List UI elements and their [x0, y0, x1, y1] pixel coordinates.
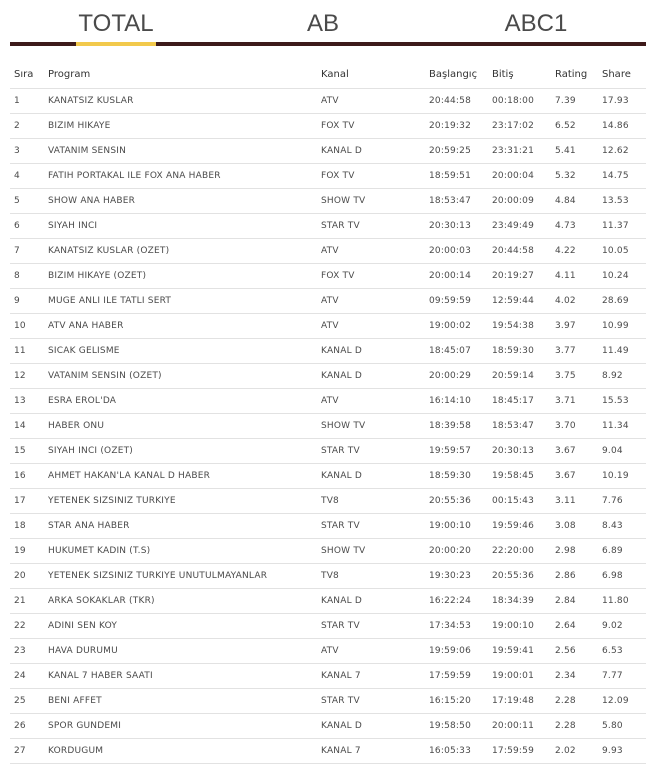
row-end-time: 23:49:49: [488, 213, 551, 238]
table-row: [10, 88, 646, 113]
row-start-time: 09:59:59: [425, 288, 488, 313]
row-rating: 2.56: [551, 638, 598, 663]
row-program: YETENEK SIZSINIZ TURKIYE UNUTULMAYANLAR: [44, 563, 317, 588]
table-row: [10, 113, 646, 138]
tab-total[interactable]: TOTAL: [78, 10, 154, 37]
row-rank: 21: [10, 588, 44, 613]
row-program: KORDUGUM: [44, 738, 317, 763]
table-row: [10, 463, 646, 488]
row-channel: ATV: [317, 388, 425, 413]
row-start-time: 16:05:33: [425, 738, 488, 763]
table-row: [10, 388, 646, 413]
row-end-time: 18:59:30: [488, 338, 551, 363]
row-channel: STAR TV: [317, 688, 425, 713]
row-rating: 5.32: [551, 163, 598, 188]
row-share: 6.98: [598, 563, 646, 588]
row-rating: 7.39: [551, 88, 598, 113]
row-rating: 2.86: [551, 563, 598, 588]
row-end-time: 23:31:21: [488, 138, 551, 163]
table-row: [10, 238, 646, 263]
row-rating: 4.22: [551, 238, 598, 263]
row-end-time: 18:45:17: [488, 388, 551, 413]
row-channel: STAR TV: [317, 213, 425, 238]
row-channel: ATV: [317, 288, 425, 313]
table-row: [10, 338, 646, 363]
row-end-time: 20:55:36: [488, 563, 551, 588]
row-share: 28.69: [598, 288, 646, 313]
row-share: 12.09: [598, 688, 646, 713]
row-program: STAR ANA HABER: [44, 513, 317, 538]
row-rank: 18: [10, 513, 44, 538]
row-rating: 5.41: [551, 138, 598, 163]
row-rating: 2.64: [551, 613, 598, 638]
row-program: YETENEK SIZSINIZ TURKIYE: [44, 488, 317, 513]
row-end-time: 19:54:38: [488, 313, 551, 338]
table-row: [10, 563, 646, 588]
column-header-baslangic: Başlangıç: [425, 62, 488, 88]
row-share: 11.80: [598, 588, 646, 613]
table-row: [10, 538, 646, 563]
table-row: [10, 738, 646, 763]
row-rank: 11: [10, 338, 44, 363]
row-program: BIZIM HIKAYE (OZET): [44, 263, 317, 288]
table-row: [10, 713, 646, 738]
row-rank: 4: [10, 163, 44, 188]
row-rating: 3.97: [551, 313, 598, 338]
row-share: 11.34: [598, 413, 646, 438]
row-channel: ATV: [317, 238, 425, 263]
row-program: SPOR GUNDEMI: [44, 713, 317, 738]
row-channel: KANAL D: [317, 713, 425, 738]
row-rating: 2.34: [551, 663, 598, 688]
row-program: KANATSIZ KUSLAR: [44, 88, 317, 113]
row-program: VATANIM SENSIN: [44, 138, 317, 163]
row-rating: 4.84: [551, 188, 598, 213]
table-row: [10, 438, 646, 463]
row-rank: 8: [10, 263, 44, 288]
row-share: 14.86: [598, 113, 646, 138]
row-rank: 25: [10, 688, 44, 713]
row-end-time: 19:00:10: [488, 613, 551, 638]
row-share: 10.05: [598, 238, 646, 263]
table-row: [10, 638, 646, 663]
row-end-time: 19:59:41: [488, 638, 551, 663]
row-channel: ATV: [317, 88, 425, 113]
row-channel: KANAL 7: [317, 738, 425, 763]
row-share: 10.24: [598, 263, 646, 288]
row-rank: 7: [10, 238, 44, 263]
row-start-time: 17:59:59: [425, 663, 488, 688]
row-channel: KANAL D: [317, 138, 425, 163]
table-body: [10, 88, 646, 763]
row-end-time: 00:15:43: [488, 488, 551, 513]
row-program: SICAK GELISME: [44, 338, 317, 363]
row-rank: 16: [10, 463, 44, 488]
table-row: [10, 138, 646, 163]
row-channel: STAR TV: [317, 513, 425, 538]
row-channel: KANAL D: [317, 463, 425, 488]
row-program: KANATSIZ KUSLAR (OZET): [44, 238, 317, 263]
row-rating: 4.02: [551, 288, 598, 313]
row-rating: 2.98: [551, 538, 598, 563]
row-end-time: 20:00:04: [488, 163, 551, 188]
row-program: SHOW ANA HABER: [44, 188, 317, 213]
row-rank: 13: [10, 388, 44, 413]
row-channel: KANAL D: [317, 588, 425, 613]
row-program: FATIH PORTAKAL ILE FOX ANA HABER: [44, 163, 317, 188]
row-rating: 3.08: [551, 513, 598, 538]
table-row: [10, 263, 646, 288]
row-channel: FOX TV: [317, 163, 425, 188]
row-end-time: 22:20:00: [488, 538, 551, 563]
column-header-kanal: Kanal: [317, 62, 425, 88]
row-rank: 2: [10, 113, 44, 138]
row-rating: 2.28: [551, 688, 598, 713]
row-program: SIYAH INCI (OZET): [44, 438, 317, 463]
column-header-share: Share: [598, 62, 646, 88]
row-end-time: 19:00:01: [488, 663, 551, 688]
row-start-time: 20:30:13: [425, 213, 488, 238]
table-row: [10, 213, 646, 238]
row-start-time: 20:00:03: [425, 238, 488, 263]
row-rank: 6: [10, 213, 44, 238]
table-row: [10, 188, 646, 213]
row-share: 10.19: [598, 463, 646, 488]
row-rank: 15: [10, 438, 44, 463]
row-start-time: 17:34:53: [425, 613, 488, 638]
column-header-rating: Rating: [551, 62, 598, 88]
row-share: 8.92: [598, 363, 646, 388]
row-start-time: 19:30:23: [425, 563, 488, 588]
row-channel: KANAL D: [317, 338, 425, 363]
row-rating: 2.84: [551, 588, 598, 613]
row-rating: 2.02: [551, 738, 598, 763]
row-start-time: 20:00:29: [425, 363, 488, 388]
column-header-program: Program: [44, 62, 317, 88]
row-channel: TV8: [317, 488, 425, 513]
row-end-time: 20:30:13: [488, 438, 551, 463]
row-start-time: 18:59:51: [425, 163, 488, 188]
row-end-time: 12:59:44: [488, 288, 551, 313]
row-share: 13.53: [598, 188, 646, 213]
row-program: VATANIM SENSIN (OZET): [44, 363, 317, 388]
row-rank: 1: [10, 88, 44, 113]
row-share: 7.76: [598, 488, 646, 513]
row-rating: 3.11: [551, 488, 598, 513]
row-share: 8.43: [598, 513, 646, 538]
row-channel: FOX TV: [317, 113, 425, 138]
row-share: 6.89: [598, 538, 646, 563]
table-row: [10, 588, 646, 613]
row-share: 9.04: [598, 438, 646, 463]
row-end-time: 18:34:39: [488, 588, 551, 613]
row-share: 5.80: [598, 713, 646, 738]
row-channel: SHOW TV: [317, 413, 425, 438]
table-row: [10, 663, 646, 688]
row-rating: 3.77: [551, 338, 598, 363]
row-channel: SHOW TV: [317, 188, 425, 213]
row-rating: 4.11: [551, 263, 598, 288]
row-end-time: 17:59:59: [488, 738, 551, 763]
row-rank: 3: [10, 138, 44, 163]
row-program: AHMET HAKAN'LA KANAL D HABER: [44, 463, 317, 488]
table-row: [10, 513, 646, 538]
row-end-time: 20:19:27: [488, 263, 551, 288]
row-program: SIYAH INCI: [44, 213, 317, 238]
ratings-table: [10, 62, 646, 764]
row-share: 14.75: [598, 163, 646, 188]
row-share: 11.37: [598, 213, 646, 238]
table-header-row: [10, 62, 646, 88]
row-start-time: 19:00:02: [425, 313, 488, 338]
row-rating: 3.67: [551, 438, 598, 463]
row-channel: STAR TV: [317, 613, 425, 638]
row-channel: KANAL 7: [317, 663, 425, 688]
row-program: HUKUMET KADIN (T.S): [44, 538, 317, 563]
row-rank: 22: [10, 613, 44, 638]
row-start-time: 18:39:58: [425, 413, 488, 438]
row-program: ESRA EROL'DA: [44, 388, 317, 413]
active-tab-indicator: [76, 42, 156, 46]
row-rating: 3.67: [551, 463, 598, 488]
row-end-time: 18:53:47: [488, 413, 551, 438]
row-end-time: 23:17:02: [488, 113, 551, 138]
row-start-time: 19:00:10: [425, 513, 488, 538]
row-rank: 9: [10, 288, 44, 313]
table-row: [10, 488, 646, 513]
row-share: 6.53: [598, 638, 646, 663]
table-row: [10, 688, 646, 713]
row-share: 17.93: [598, 88, 646, 113]
row-channel: FOX TV: [317, 263, 425, 288]
row-end-time: 00:18:00: [488, 88, 551, 113]
row-share: 9.93: [598, 738, 646, 763]
row-start-time: 20:44:58: [425, 88, 488, 113]
row-program: BIZIM HIKAYE: [44, 113, 317, 138]
row-rating: 6.52: [551, 113, 598, 138]
row-share: 9.02: [598, 613, 646, 638]
tab-ab[interactable]: AB: [306, 10, 339, 37]
row-rating: 2.28: [551, 713, 598, 738]
table-row: [10, 363, 646, 388]
row-program: ATV ANA HABER: [44, 313, 317, 338]
row-rank: 19: [10, 538, 44, 563]
row-end-time: 19:58:45: [488, 463, 551, 488]
row-start-time: 20:19:32: [425, 113, 488, 138]
row-end-time: 20:59:14: [488, 363, 551, 388]
row-rating: 3.70: [551, 413, 598, 438]
row-rank: 23: [10, 638, 44, 663]
row-rank: 20: [10, 563, 44, 588]
row-channel: ATV: [317, 638, 425, 663]
row-end-time: 19:59:46: [488, 513, 551, 538]
row-start-time: 19:58:50: [425, 713, 488, 738]
table-row: [10, 288, 646, 313]
table-row: [10, 613, 646, 638]
row-start-time: 20:00:20: [425, 538, 488, 563]
table-row: [10, 163, 646, 188]
row-end-time: 20:00:11: [488, 713, 551, 738]
row-rank: 14: [10, 413, 44, 438]
row-rank: 24: [10, 663, 44, 688]
row-share: 11.49: [598, 338, 646, 363]
row-share: 7.77: [598, 663, 646, 688]
row-rank: 10: [10, 313, 44, 338]
row-channel: ATV: [317, 313, 425, 338]
row-end-time: 20:00:09: [488, 188, 551, 213]
row-start-time: 19:59:57: [425, 438, 488, 463]
row-rank: 26: [10, 713, 44, 738]
audience-tabs: [10, 0, 646, 46]
row-channel: TV8: [317, 563, 425, 588]
row-share: 15.53: [598, 388, 646, 413]
column-header-sira: Sıra: [10, 62, 44, 88]
row-share: 12.62: [598, 138, 646, 163]
row-share: 10.99: [598, 313, 646, 338]
row-start-time: 20:00:14: [425, 263, 488, 288]
row-program: BENI AFFET: [44, 688, 317, 713]
row-rank: 12: [10, 363, 44, 388]
row-program: MUGE ANLI ILE TATLI SERT: [44, 288, 317, 313]
column-header-bitis: Bitiş: [488, 62, 551, 88]
row-start-time: 20:59:25: [425, 138, 488, 163]
row-start-time: 16:22:24: [425, 588, 488, 613]
row-program: KANAL 7 HABER SAATI: [44, 663, 317, 688]
row-start-time: 16:14:10: [425, 388, 488, 413]
row-start-time: 18:45:07: [425, 338, 488, 363]
row-rating: 3.71: [551, 388, 598, 413]
tab-abc1[interactable]: ABC1: [504, 10, 568, 37]
row-end-time: 17:19:48: [488, 688, 551, 713]
row-program: ARKA SOKAKLAR (TKR): [44, 588, 317, 613]
row-start-time: 20:55:36: [425, 488, 488, 513]
row-channel: SHOW TV: [317, 538, 425, 563]
row-start-time: 18:59:30: [425, 463, 488, 488]
row-rating: 4.73: [551, 213, 598, 238]
row-program: ADINI SEN KOY: [44, 613, 317, 638]
table-row: [10, 313, 646, 338]
row-start-time: 19:59:06: [425, 638, 488, 663]
row-program: HABER ONU: [44, 413, 317, 438]
row-start-time: 18:53:47: [425, 188, 488, 213]
row-rank: 27: [10, 738, 44, 763]
row-end-time: 20:44:58: [488, 238, 551, 263]
row-rank: 5: [10, 188, 44, 213]
row-rating: 3.75: [551, 363, 598, 388]
row-start-time: 16:15:20: [425, 688, 488, 713]
row-program: HAVA DURUMU: [44, 638, 317, 663]
row-rank: 17: [10, 488, 44, 513]
row-channel: STAR TV: [317, 438, 425, 463]
table-row: [10, 413, 646, 438]
row-channel: KANAL D: [317, 363, 425, 388]
